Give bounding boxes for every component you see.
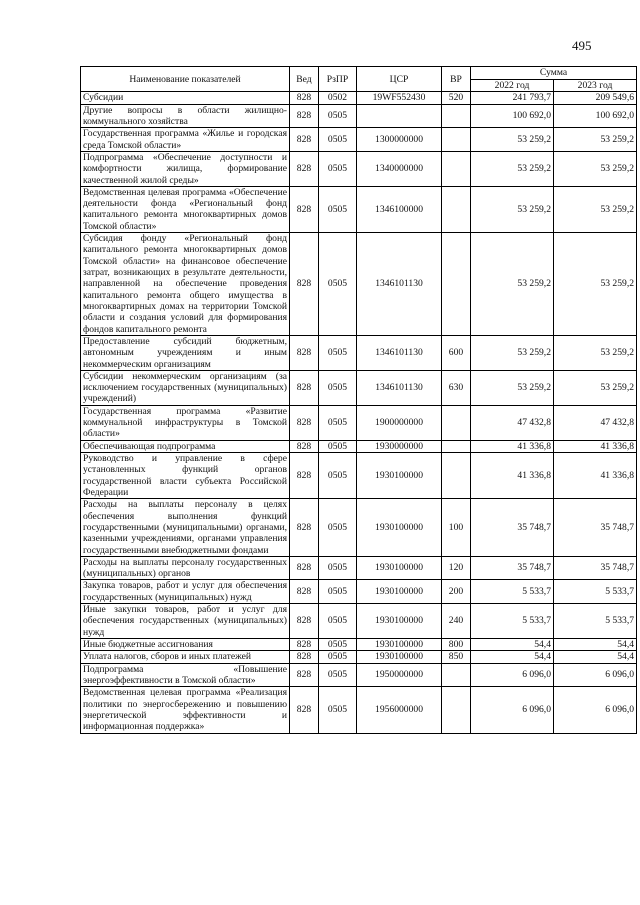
- row-ved: 828: [290, 440, 319, 452]
- row-amount-2022: 54,4: [471, 651, 554, 663]
- header-sum: Сумма: [471, 67, 637, 80]
- row-csr: 1900000000: [357, 405, 442, 440]
- table-row: [81, 453, 637, 499]
- row-vr: [442, 687, 471, 733]
- row-amount-2023: 53 259,2: [554, 186, 637, 232]
- row-ved: 828: [290, 499, 319, 557]
- row-vr: [442, 453, 471, 499]
- row-ved: 828: [290, 104, 319, 128]
- row-rzpr: 0502: [319, 92, 357, 104]
- row-name: Ведомственная целевая программа «Обеспечение деятельности фонда «Региональный фонд капитального ремонта многоквартирных домов Томской области»: [81, 186, 290, 232]
- table-row: [81, 639, 637, 651]
- row-amount-2022: 6 096,0: [471, 687, 554, 733]
- row-name: Закупка товаров, работ и услуг для обеспечения государственных (муниципальных) нужд: [81, 580, 290, 604]
- row-vr: 800: [442, 639, 471, 651]
- row-amount-2022: 241 793,7: [471, 92, 554, 104]
- row-vr: 120: [442, 556, 471, 580]
- table-row: [81, 556, 637, 580]
- row-amount-2022: 100 692,0: [471, 104, 554, 128]
- row-vr: [442, 186, 471, 232]
- row-name: Уплата налогов, сборов и иных платежей: [81, 651, 290, 663]
- header-vr: ВР: [442, 67, 471, 92]
- row-csr: 1950000000: [357, 663, 442, 687]
- row-amount-2022: 35 748,7: [471, 556, 554, 580]
- row-vr: [442, 233, 471, 336]
- row-amount-2023: 47 432,8: [554, 405, 637, 440]
- table-row: [81, 370, 637, 405]
- row-rzpr: 0505: [319, 186, 357, 232]
- row-ved: 828: [290, 233, 319, 336]
- row-amount-2023: 100 692,0: [554, 104, 637, 128]
- row-vr: 240: [442, 604, 471, 639]
- row-rzpr: 0505: [319, 335, 357, 370]
- page-number: 495: [572, 38, 592, 53]
- row-amount-2023: 54,4: [554, 639, 637, 651]
- row-name: Иные бюджетные ассигнования: [81, 639, 290, 651]
- row-amount-2023: 54,4: [554, 651, 637, 663]
- row-name: Иные закупки товаров, работ и услуг для обеспечения государственных (муниципальных) нужд: [81, 604, 290, 639]
- row-amount-2022: 54,4: [471, 639, 554, 651]
- row-csr: [357, 104, 442, 128]
- row-name: Подпрограмма «Повышение энергоэффективности в Томской области»: [81, 663, 290, 687]
- row-ved: 828: [290, 604, 319, 639]
- header-csr: ЦСР: [357, 67, 442, 92]
- row-vr: 850: [442, 651, 471, 663]
- row-vr: [442, 151, 471, 186]
- row-ved: 828: [290, 651, 319, 663]
- row-name: Субсидия фонду «Региональный фонд капитального ремонта многоквартирных домов Томской области» на финансовое обеспечение затрат, возникающих в результате деятельности, направленной на обеспечение проведения капитального ремонта общего имущества в многоквартирных домах на территории Томской области и создания условий для формирования фондов капитального ремонта: [81, 233, 290, 336]
- row-amount-2022: 41 336,8: [471, 453, 554, 499]
- table-row: [81, 405, 637, 440]
- row-rzpr: 0505: [319, 405, 357, 440]
- row-amount-2023: 53 259,2: [554, 151, 637, 186]
- row-ved: 828: [290, 370, 319, 405]
- row-vr: [442, 128, 471, 152]
- row-amount-2022: 41 336,8: [471, 440, 554, 452]
- row-rzpr: 0505: [319, 687, 357, 733]
- row-amount-2023: 53 259,2: [554, 128, 637, 152]
- row-vr: [442, 663, 471, 687]
- row-rzpr: 0505: [319, 580, 357, 604]
- row-rzpr: 0505: [319, 151, 357, 186]
- row-amount-2022: 35 748,7: [471, 499, 554, 557]
- row-csr: 1930100000: [357, 639, 442, 651]
- header-rzpr: РзПР: [319, 67, 357, 92]
- row-csr: 1956000000: [357, 687, 442, 733]
- row-rzpr: 0505: [319, 233, 357, 336]
- row-rzpr: 0505: [319, 499, 357, 557]
- table-row: [81, 186, 637, 232]
- row-amount-2022: 53 259,2: [471, 151, 554, 186]
- table-row: [81, 440, 637, 452]
- row-amount-2022: 47 432,8: [471, 405, 554, 440]
- row-amount-2023: 35 748,7: [554, 556, 637, 580]
- table-row: [81, 151, 637, 186]
- row-csr: 1930100000: [357, 453, 442, 499]
- row-ved: 828: [290, 151, 319, 186]
- row-amount-2022: 53 259,2: [471, 370, 554, 405]
- row-amount-2022: 6 096,0: [471, 663, 554, 687]
- row-csr: 19WF552430: [357, 92, 442, 104]
- table-row: [81, 580, 637, 604]
- row-rzpr: 0505: [319, 639, 357, 651]
- row-name: Руководство и управление в сфере установленных функций органов государственной власти субъекта Российской Федерации: [81, 453, 290, 499]
- row-ved: 828: [290, 687, 319, 733]
- row-amount-2022: 5 533,7: [471, 580, 554, 604]
- header-2023: 2023 год: [554, 80, 637, 92]
- row-name: Расходы на выплаты персоналу в целях обеспечения выполнения функций государственными (муниципальными) органами, казенными учреждениями, органами управления государственными внебюджетными фондами: [81, 499, 290, 557]
- row-amount-2022: 53 259,2: [471, 128, 554, 152]
- row-csr: 1930000000: [357, 440, 442, 452]
- table-row: [81, 233, 637, 336]
- row-vr: 520: [442, 92, 471, 104]
- row-amount-2023: 6 096,0: [554, 663, 637, 687]
- row-csr: 1930100000: [357, 499, 442, 557]
- row-name: Ведомственная целевая программа «Реализация политики по энергосбережению и повышению энергетической эффективности и информационная поддержка»: [81, 687, 290, 733]
- budget-table: [80, 66, 637, 734]
- row-amount-2023: 35 748,7: [554, 499, 637, 557]
- row-name: Субсидии некоммерческим организациям (за исключением государственных (муниципальных) учреждений): [81, 370, 290, 405]
- row-name: Обеспечивающая подпрограмма: [81, 440, 290, 452]
- row-ved: 828: [290, 663, 319, 687]
- row-vr: 630: [442, 370, 471, 405]
- table-row: [81, 335, 637, 370]
- row-rzpr: 0505: [319, 440, 357, 452]
- row-amount-2023: 5 533,7: [554, 580, 637, 604]
- table-row: [81, 651, 637, 663]
- table-row: [81, 604, 637, 639]
- table-row: [81, 687, 637, 733]
- table-body: [81, 92, 637, 733]
- row-vr: [442, 440, 471, 452]
- row-amount-2023: 6 096,0: [554, 687, 637, 733]
- row-ved: 828: [290, 186, 319, 232]
- table-row: [81, 92, 637, 104]
- row-csr: 1346100000: [357, 186, 442, 232]
- header-name: Наименование показателей: [81, 67, 290, 92]
- row-rzpr: 0505: [319, 104, 357, 128]
- row-ved: 828: [290, 128, 319, 152]
- row-ved: 828: [290, 556, 319, 580]
- row-vr: [442, 405, 471, 440]
- row-ved: 828: [290, 335, 319, 370]
- row-csr: 1930100000: [357, 651, 442, 663]
- row-ved: 828: [290, 580, 319, 604]
- row-name: Предоставление субсидий бюджетным, автономным учреждениям и иным некоммерческим организациям: [81, 335, 290, 370]
- row-rzpr: 0505: [319, 556, 357, 580]
- row-amount-2022: 53 259,2: [471, 186, 554, 232]
- row-csr: 1300000000: [357, 128, 442, 152]
- row-amount-2022: 5 533,7: [471, 604, 554, 639]
- row-vr: 100: [442, 499, 471, 557]
- row-vr: 600: [442, 335, 471, 370]
- header-ved: Вед: [290, 67, 319, 92]
- row-name: Подпрограмма «Обеспечение доступности и комфортности жилища, формирование качественной жилой среды»: [81, 151, 290, 186]
- row-amount-2023: 53 259,2: [554, 335, 637, 370]
- row-ved: 828: [290, 639, 319, 651]
- row-vr: [442, 104, 471, 128]
- row-vr: 200: [442, 580, 471, 604]
- table-row: [81, 104, 637, 128]
- row-amount-2023: 53 259,2: [554, 370, 637, 405]
- row-amount-2023: 209 549,6: [554, 92, 637, 104]
- row-rzpr: 0505: [319, 128, 357, 152]
- table-row: [81, 128, 637, 152]
- table-row: [81, 499, 637, 557]
- row-amount-2022: 53 259,2: [471, 233, 554, 336]
- row-rzpr: 0505: [319, 651, 357, 663]
- row-name: Государственная программа «Развитие коммунальной инфраструктуры в Томской области»: [81, 405, 290, 440]
- row-name: Другие вопросы в области жилищно-коммунального хозяйства: [81, 104, 290, 128]
- row-amount-2022: 53 259,2: [471, 335, 554, 370]
- row-csr: 1340000000: [357, 151, 442, 186]
- row-rzpr: 0505: [319, 604, 357, 639]
- row-ved: 828: [290, 405, 319, 440]
- row-amount-2023: 5 533,7: [554, 604, 637, 639]
- row-rzpr: 0505: [319, 663, 357, 687]
- row-name: Государственная программа «Жилье и городская среда Томской области»: [81, 128, 290, 152]
- row-rzpr: 0505: [319, 370, 357, 405]
- row-amount-2023: 41 336,8: [554, 440, 637, 452]
- row-csr: 1346101130: [357, 335, 442, 370]
- row-amount-2023: 53 259,2: [554, 233, 637, 336]
- row-csr: 1930100000: [357, 604, 442, 639]
- row-name: Субсидии: [81, 92, 290, 104]
- row-csr: 1346101130: [357, 370, 442, 405]
- table-row: [81, 663, 637, 687]
- row-amount-2023: 41 336,8: [554, 453, 637, 499]
- row-csr: 1930100000: [357, 580, 442, 604]
- header-2022: 2022 год: [471, 80, 554, 92]
- row-ved: 828: [290, 92, 319, 104]
- row-name: Расходы на выплаты персоналу государственных (муниципальных) органов: [81, 556, 290, 580]
- row-rzpr: 0505: [319, 453, 357, 499]
- row-csr: 1930100000: [357, 556, 442, 580]
- row-csr: 1346101130: [357, 233, 442, 336]
- row-ved: 828: [290, 453, 319, 499]
